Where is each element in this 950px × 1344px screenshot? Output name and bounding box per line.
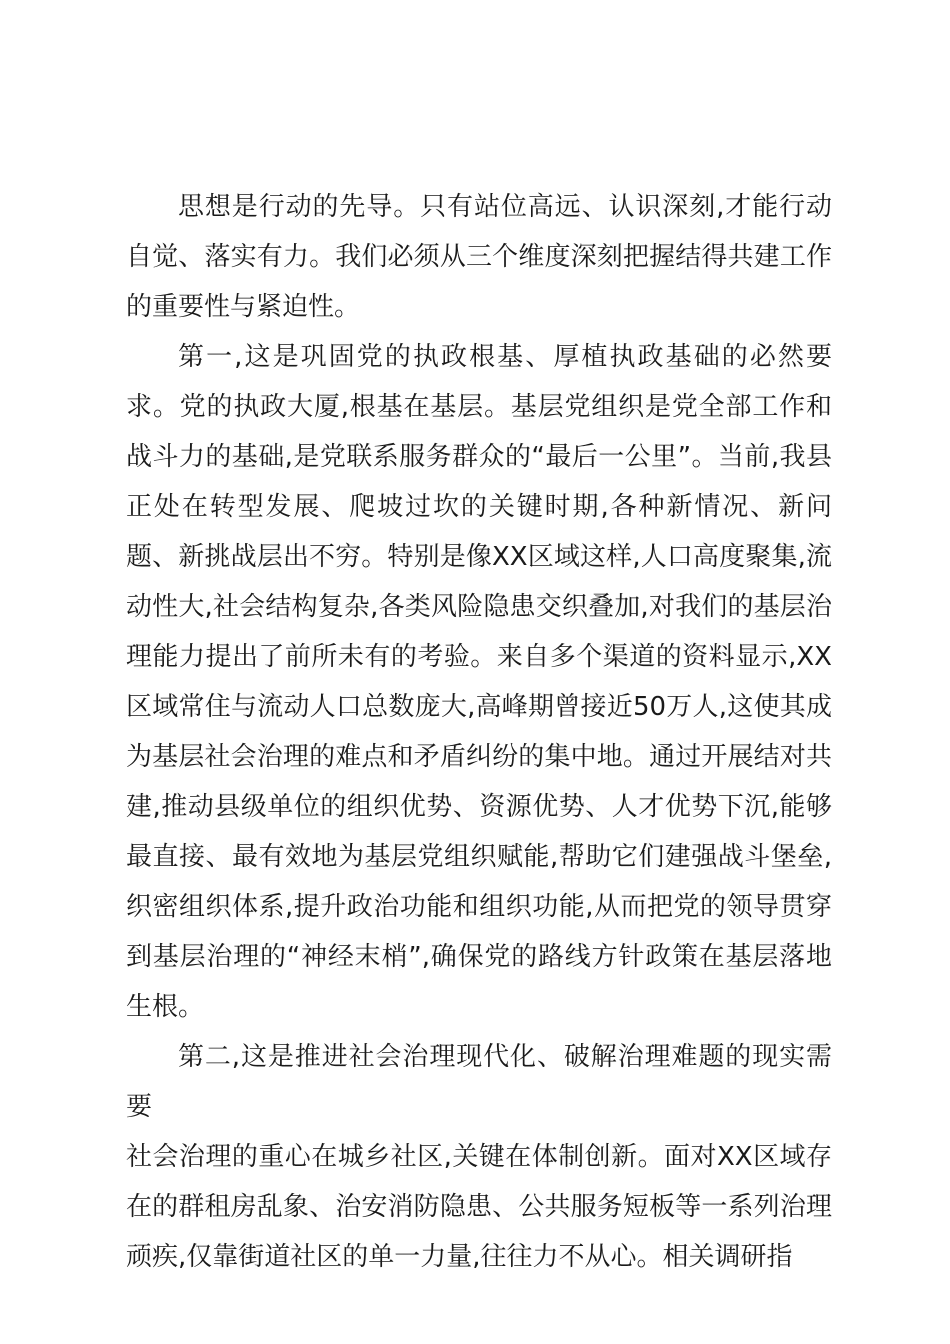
- paragraph-second-point-heading: 第二,这是推进社会治理现代化、破解治理难题的现实需要: [126, 1042, 832, 1122]
- paragraph-intro: 思想是行动的先导。只有站位高远、认识深刻,才能行动自觉、落实有力。我们必须从三个维度深刻把握结得共建工作的重要性与紧迫性。: [126, 192, 832, 322]
- paragraph-second-point-body: 社会治理的重心在城乡社区,关键在体制创新。面对XX区域存在的群租房乱象、治安消防隐患、公共服务短板等一系列治理顽疾,仅靠街道社区的单一力量,往往力不从心。相关调研指: [126, 1142, 832, 1272]
- document-body: [126, 182, 832, 1282]
- paragraph-first-point: 第一,这是巩固党的执政根基、厚植执政基础的必然要求。党的执政大厦,根基在基层。基层党组织是党全部工作和战斗力的基础,是党联系服务群众的“最后一公里”。当前,我县正处在转型发展、爬坡过坎的关键时期,各种新情况、新问题、新挑战层出不穷。特别是像XX区域这样,人口高度聚集,流动性大,社会结构复杂,各类风险隐患交织叠加,对我们的基层治理能力提出了前所未有的考验。来自多个渠道的资料显示,XX区域常住与流动人口总数庞大,高峰期曾接近50万人,这使其成为基层社会治理的难点和矛盾纠纷的集中地。通过开展结对共建,推动县级单位的组织优势、资源优势、人才优势下沉,能够最直接、最有效地为基层党组织赋能,帮助它们建强战斗堡垒,织密组织体系,提升政治功能和组织功能,从而把党的领导贯穿到基层治理的“神经末梢”,确保党的路线方针政策在基层落地生根。: [126, 342, 832, 1022]
